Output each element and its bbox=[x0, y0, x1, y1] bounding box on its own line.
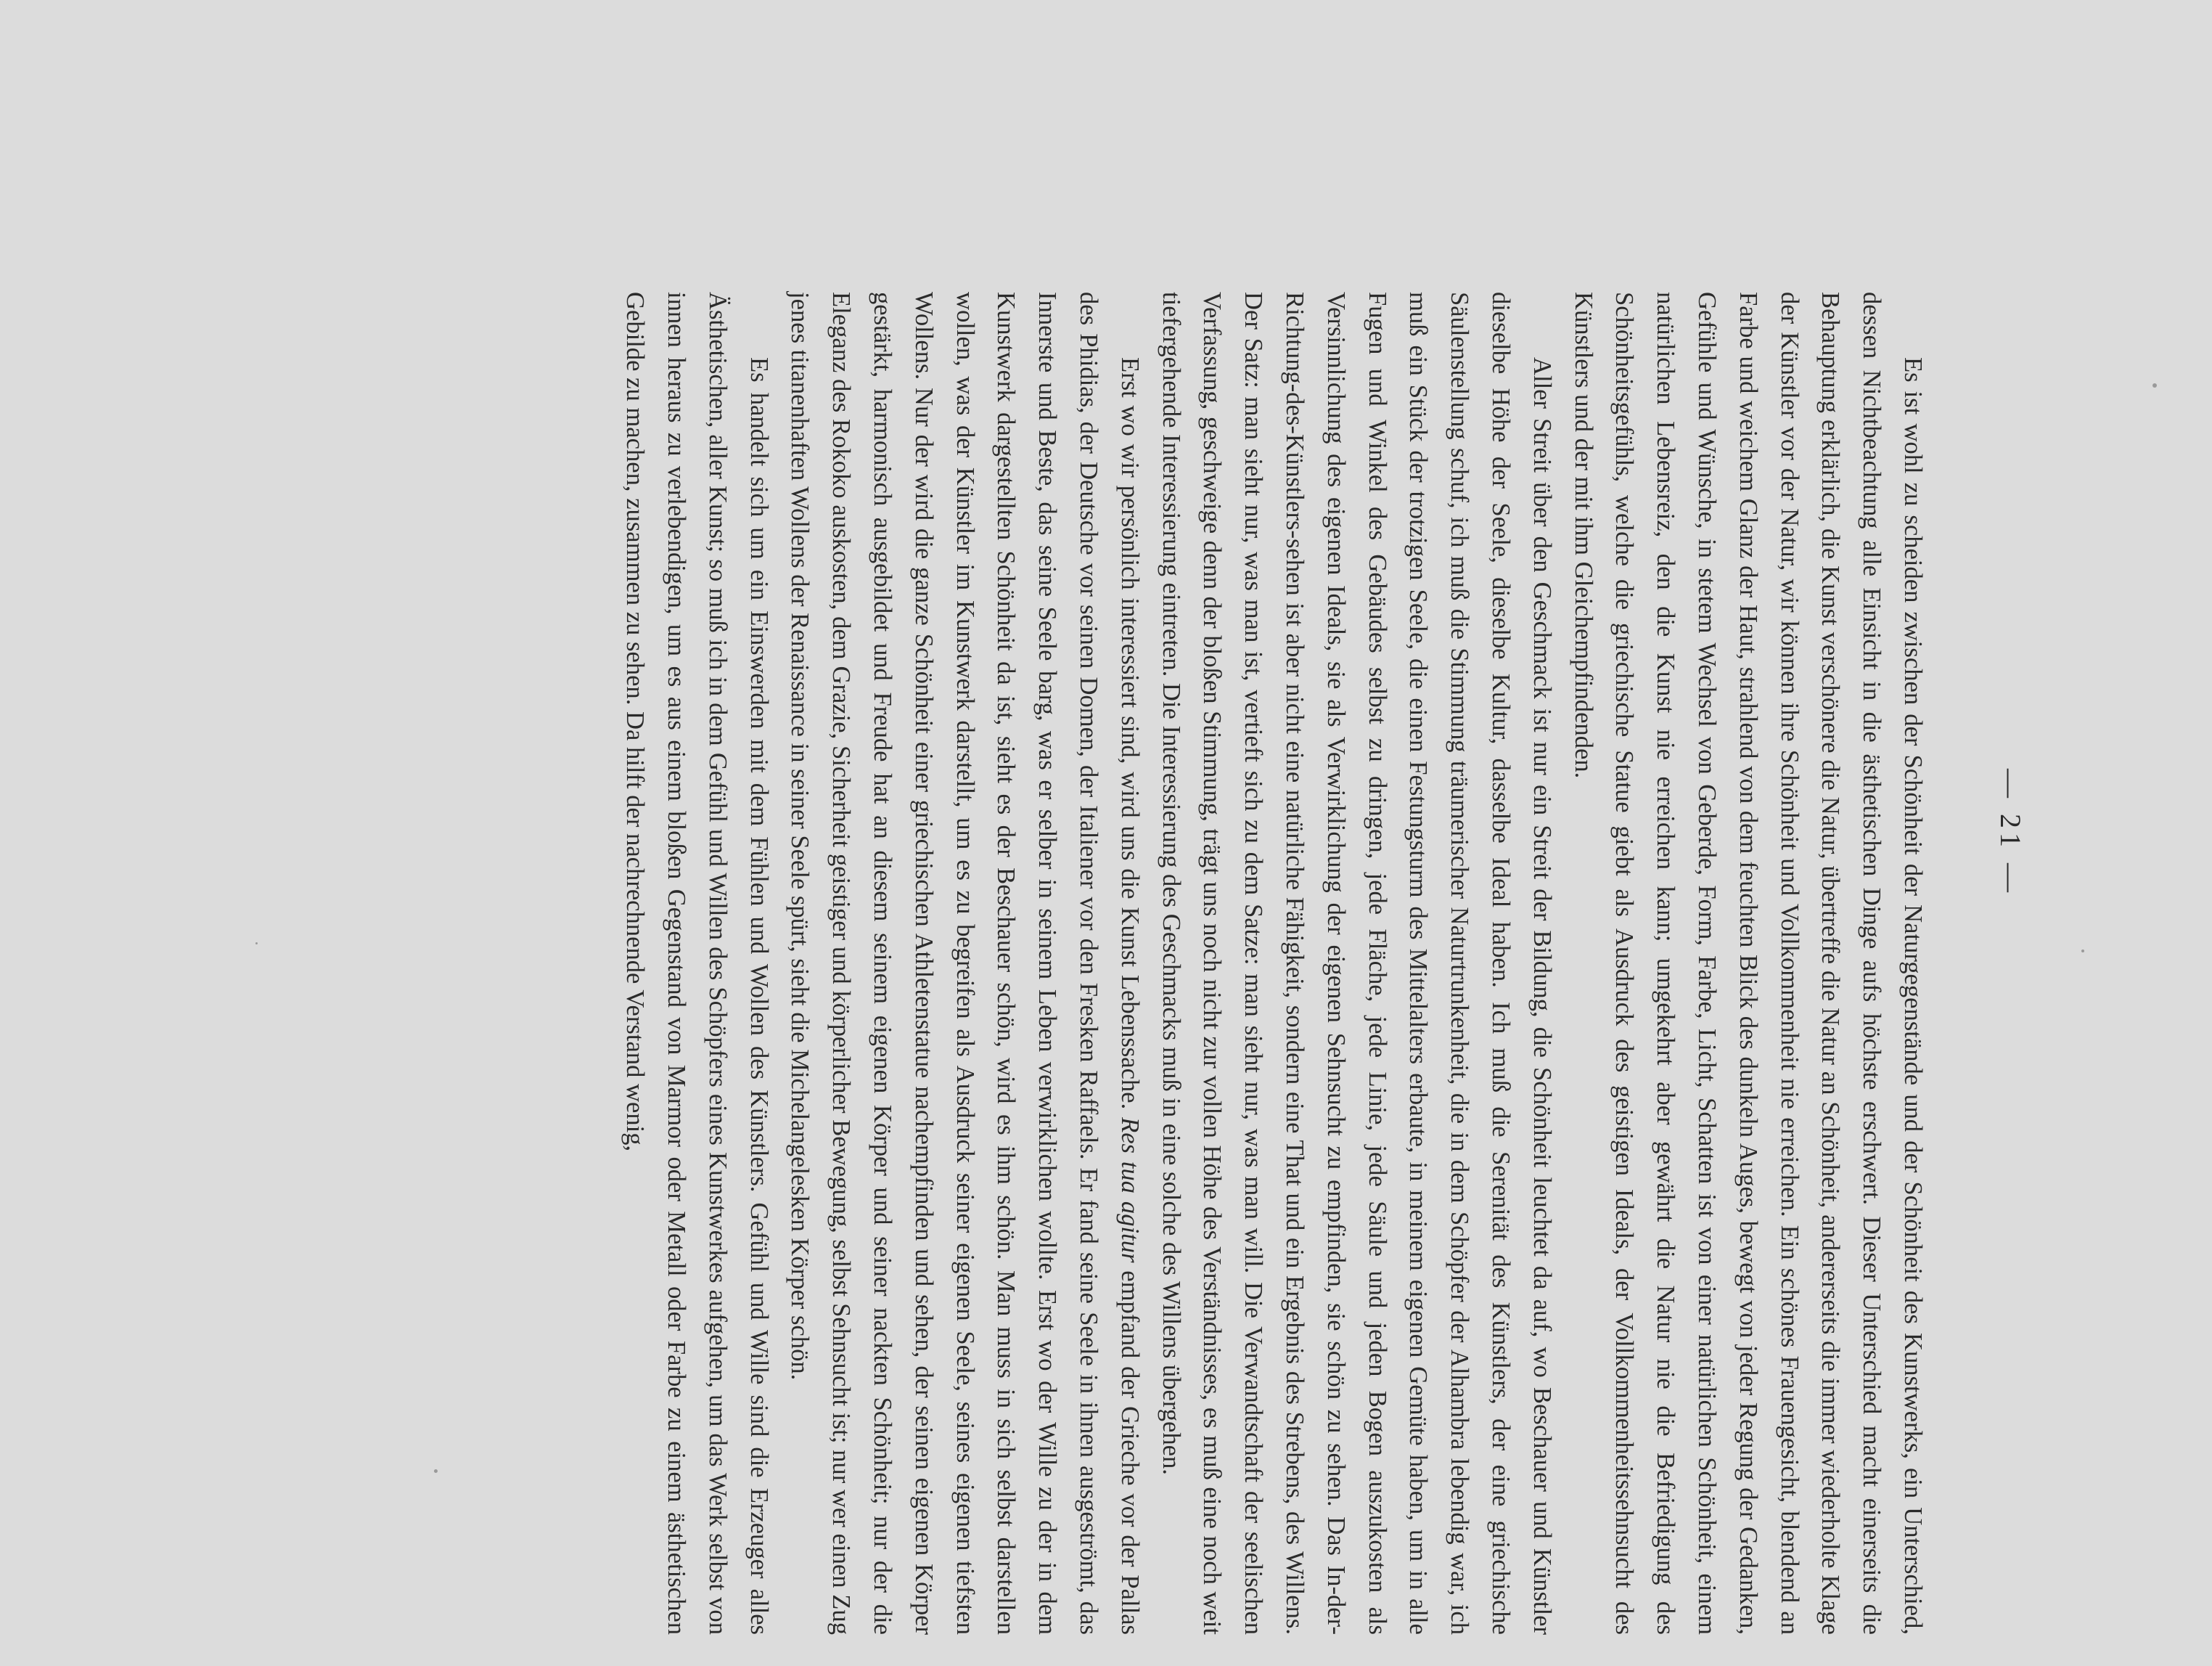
paragraph-3-text-before: Erst wo wir persönlich interessiert sind, wird uns die Kunst Lebenssache. bbox=[1115, 357, 1144, 1118]
rotated-book-page bbox=[155, 52, 2057, 1635]
paragraph-2: Aller Streit über den Geschmack ist nur ein Streit der Bildung, die Schönheit leuchtet da auf, wo Beschauer und Künstler dieselbe Höhe der Seele, dieselbe Kultur, dasselbe Ideal haben. Ich muß die Serenität des Künstlers, der eine griechische Säulenstellung schuf, ich muß die Stimmung träumerischer Naturtrunkenheit, die in dem Schöpfer der Alhambra lebendig war, ich muß ein Stück der trotzigen Seele, die einen Festungsturm des Mittelalters erbaute, in meinem eigenen Gemüte haben, um in alle Fugen und Winkel des Gebäudes selbst zu dringen, jede Fläche, jede Linie, jede Säule und jeden Bogen auszukosten als Versinnlichung des eigenen Ideals, sie als Verwirklichung der eigenen Sehnsucht zu empfinden, sie schön zu sehen. Das In-der-Richtung-des-Künstlers-sehen ist aber nicht eine natürliche Fähigkeit, sondern eine That und ein Ergebnis des Strebens, des Willens. Der Satz: man sieht nur, was man ist, vertieft sich zu dem Satze: man sieht nur, was man will. Die Verwandtschaft der seelischen Verfassung, geschweige denn der bloßen Stimmung, trägt uns noch nicht zur vollen Höhe des Verständnisses, es muß eine noch weit tiefergehende Interessierung eintreten. Die Interessierung des Geschmacks muß in eine solche des Willens übergehen. bbox=[1157, 292, 1556, 1635]
scan-speck bbox=[2152, 383, 2157, 388]
scan-speck bbox=[2081, 950, 2084, 952]
paragraph-4: Es handelt sich um ein Einswerden mit dem Fühlen und Wollen des Künstlers. Gefühl und Wille sind die Erzeuger alles Ästhetischen, aller Kunst; so muß ich in dem Gefühl und Willen des Schöpfers eines Kunstwerkes aufgehen, um das Werk selbst von innen heraus zu verlebendigen, um es aus einem bloßen Gegenstand von Marmor oder Metall oder Farbe zu einem ästhetischen Gebilde zu machen, zusammen zu sehen. Da hilft der nachrechnende Verstand wenig, bbox=[621, 292, 773, 1635]
page-number: — 21 — bbox=[1994, 769, 2027, 897]
paragraph-3-italic-phrase: Res tua agitur bbox=[1115, 1117, 1144, 1263]
body-text bbox=[615, 292, 1934, 1635]
paragraph-3-text-after: empfand der Grieche vor der Pallas des Phidias, der Deutsche vor seinen Domen, der Italiener vor den Fresken Raffaels. Er fand seine Seele in ihnen ausgeströmt, das Innerste und Beste, das seine Seele barg, was er selber in seinem Leben verwirklichen wollte. Erst wo der Wille zu der in dem Kunstwerk dargestellten Schönheit da ist, sieht es der Beschauer schön, wird es ihm schön. Man muss in sich selbst darstellen wollen, was der Künstler im Kunstwerk darstellt, um es zu begreifen als Ausdruck seiner eigenen Seele, seines eigenen tiefsten Wollens. Nur der wird die ganze Schönheit einer griechischen Athletenstatue nachempfinden und sehen, der seinen eigenen Körper gestärkt, harmonisch ausgebildet und Freude hat an diesem seinem eigenen Körper und seiner nackten Schönheit; nur der die Eleganz des Rokoko auskosten, dem Grazie, Sicherheit geistiger und körperlicher Bewegung, selbst Sehnsucht ist; nur wer einen Zug jenes titanenhaften Wollens der Renaissance in seiner Seele spürt, sieht die Michelangelesken Körper schön. bbox=[786, 292, 1144, 1635]
scan-speck bbox=[434, 1469, 438, 1473]
paragraph-3 bbox=[779, 292, 1150, 1635]
scan-speck bbox=[255, 942, 258, 944]
paragraph-1: Es ist wohl zu scheiden zwischen der Schönheit der Naturgegenstände und der Schönheit des Kunstwerks, ein Unterschied, dessen Nichtbeachtung alle Einsicht in die ästhetischen Dinge aufs höchste erschwert. Dieser Unterschied macht einerseits die Behauptung erklärlich, die Kunst verschönere die Natur, übertreffe die Natur an Schönheit, andererseits die immer wiederholte Klage der Künstler vor der Natur, wir können ihre Schönheit und Vollkommenheit nie erreichen. Ein schönes Frauengesicht, blendend an Farbe und weichem Glanz der Haut, strahlend von dem feuchten Blick des dunkeln Auges, bewegt von jeder Regung der Gedanken, Gefühle und Wünsche, in stetem Wechsel von Geberde, Form, Farbe, Licht, Schatten ist von einer natürlichen Schönheit, einem natürlichen Lebensreiz, den die Kunst nie erreichen kann; umgekehrt aber gewährt die Natur nie die Befriedigung des Schönheitsgefühls, welche die griechische Statue giebt als Ausdruck des geistigen Ideals, der Vollkommenheitssehnsucht des Künstlers und der mit ihm Gleichempfindenden. bbox=[1569, 292, 1927, 1635]
